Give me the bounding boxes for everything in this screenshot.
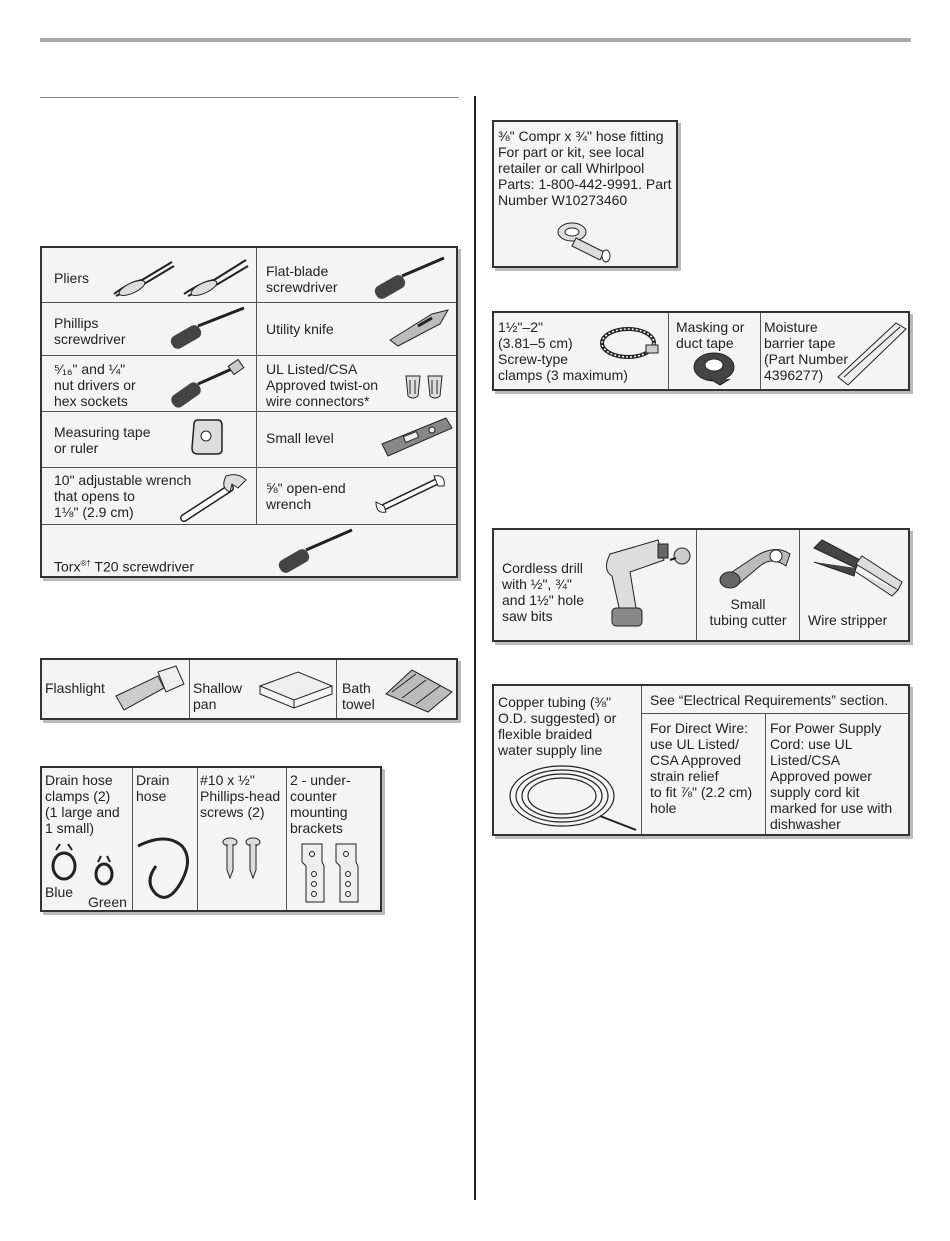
brackets-label: 2 - under- counter mounting brackets	[290, 772, 351, 836]
tubing-cutter-icon	[716, 536, 796, 592]
wire-stripper-label: Wire stripper	[808, 612, 888, 628]
tubing-cutter-label: Small tubing cutter	[709, 596, 787, 628]
power-cord-label: For Power Supply Cord: use UL Listed/CSA Approved power supply cord kit marked for use with dishwasher	[770, 720, 893, 832]
section-rule	[40, 97, 459, 98]
hose-fitting-text: ⅜" Compr x ¾" hose fitting For part or kit, see local retailer or call Whirlpool Parts: 1-800-442-9991. Part Number W10273460	[498, 128, 672, 208]
torx-label	[54, 540, 194, 575]
small-level-icon	[380, 414, 454, 460]
cordless-drill-icon	[600, 536, 694, 636]
flashlight-icon	[114, 666, 186, 712]
screws-icon	[220, 836, 266, 880]
header-rule	[40, 38, 911, 42]
misc-tools-table	[40, 658, 458, 720]
screws-label: #10 x ½" Phillips-head screws (2)	[200, 772, 281, 820]
drain-hose-icon	[136, 828, 194, 904]
pliers-label: Pliers	[54, 270, 90, 286]
parts-supplied-table	[40, 766, 382, 912]
moisture-tape-label: Moisture barrier tape (Part Number 4396277)	[764, 319, 849, 383]
tape-roll-icon	[690, 349, 740, 387]
green-label: Green	[88, 894, 127, 910]
open-end-wrench-label: ⅝" open-end wrench	[266, 480, 346, 512]
pliers-icon	[112, 254, 252, 298]
adjustable-wrench-icon	[180, 472, 254, 522]
measuring-tape-label: Measuring tape or ruler	[54, 424, 151, 456]
torx-trademark: ®†	[80, 559, 91, 568]
wire-connector-icon	[404, 374, 448, 400]
mounting-brackets-icon	[298, 840, 370, 906]
blue-label: Blue	[45, 884, 74, 900]
flat-screwdriver-icon	[372, 256, 452, 300]
adjustable-wrench-label: 10" adjustable wrench that opens to 1⅛" (2.9 cm)	[54, 472, 192, 520]
wire-connectors-label: UL Listed/CSA Approved twist-on wire connectors*	[266, 361, 379, 409]
see-electrical-label: See “Electrical Requirements” section.	[650, 692, 889, 708]
hose-fitting-icon	[556, 218, 618, 262]
clamps-tape-table	[492, 311, 910, 391]
hose-clamps-label: Drain hose clamps (2) (1 large and 1 small)	[45, 772, 120, 836]
flat-blade-label: Flat-blade screwdriver	[266, 263, 338, 295]
phillips-label: Phillips screwdriver	[54, 315, 126, 347]
hose-fitting-box	[492, 120, 678, 268]
screw-clamp-icon	[598, 323, 662, 363]
moisture-tape-icon	[836, 319, 908, 389]
shallow-pan-label: Shallow pan	[193, 680, 243, 712]
utility-knife-icon	[388, 306, 452, 346]
torx-suffix: T20 screwdriver	[90, 558, 195, 575]
torx-screwdriver-icon	[276, 526, 356, 574]
phillips-screwdriver-icon	[168, 306, 248, 350]
measuring-tape-icon	[190, 418, 224, 456]
shallow-pan-icon	[258, 668, 334, 710]
torx-brand: Torx	[54, 558, 81, 575]
screw-clamps-label: 1½"–2" (3.81–5 cm) Screw-type clamps (3 maximum)	[498, 319, 628, 383]
bath-towel-label: Bath towel	[342, 680, 375, 712]
bath-towel-icon	[382, 664, 456, 714]
utility-knife-label: Utility knife	[266, 321, 334, 337]
hose-clamp-icon	[48, 844, 128, 892]
nut-drivers-label: ⁵⁄₁₆" and ¼" nut drivers or hex sockets	[54, 361, 136, 409]
cordless-drill-label: Cordless drill with ½", ¾" and 1½" hole saw bits	[502, 560, 585, 624]
small-level-label: Small level	[266, 430, 334, 446]
tools-table	[40, 246, 458, 578]
direct-wire-label: For Direct Wire: use UL Listed/ CSA Approved strain relief to fit ⅞" (2.2 cm) hole	[650, 720, 753, 816]
copper-tubing-icon	[504, 762, 638, 834]
open-end-wrench-icon	[374, 474, 448, 514]
electrical-supply-table	[492, 684, 910, 836]
wire-stripper-icon	[810, 538, 906, 602]
flashlight-label: Flashlight	[45, 680, 105, 696]
drill-tools-table	[492, 528, 910, 642]
drain-hose-label: Drain hose	[136, 772, 170, 804]
copper-tubing-label: Copper tubing (⅜" O.D. suggested) or flexible braided water supply line	[498, 694, 617, 758]
nut-driver-icon	[168, 362, 248, 408]
column-divider	[474, 96, 476, 1200]
masking-tape-label: Masking or duct tape	[676, 319, 745, 351]
